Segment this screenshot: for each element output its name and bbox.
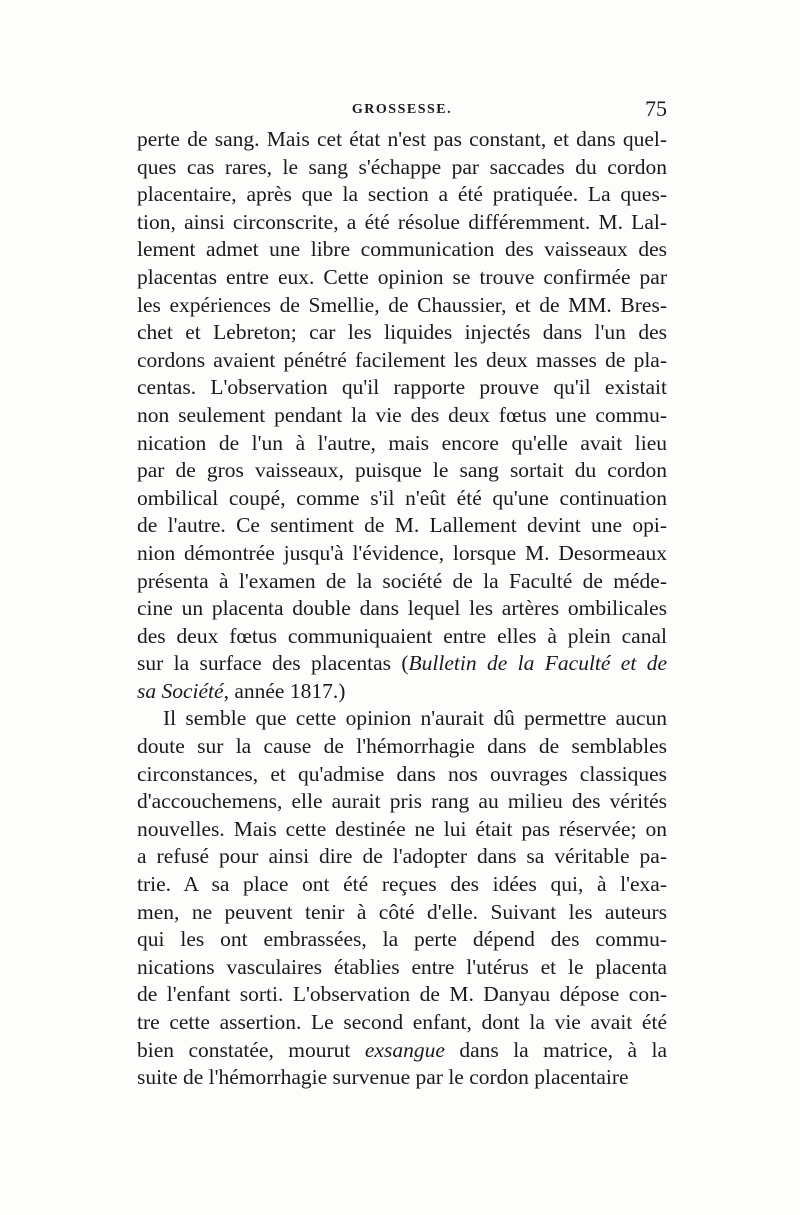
text-line bbox=[137, 678, 667, 706]
text-segment: de l'enfant sorti. L'observation de M. Danyau dépose con- bbox=[137, 982, 667, 1007]
text-line bbox=[137, 540, 667, 568]
text-segment: ques cas rares, le sang s'échappe par saccades du cordon bbox=[137, 154, 667, 179]
text-segment: centas. L'observation qu'il rapporte prouve qu'il existait bbox=[137, 375, 667, 400]
text-line bbox=[137, 595, 667, 623]
text-segment: men, ne peuvent tenir à côté d'elle. Suivant les auteurs bbox=[137, 899, 667, 924]
text-line bbox=[137, 457, 667, 485]
text-line bbox=[137, 264, 667, 292]
text-line bbox=[137, 954, 667, 982]
text-line bbox=[137, 236, 667, 264]
text-line bbox=[137, 1064, 667, 1092]
text-line bbox=[137, 430, 667, 458]
text-segment: chet et Lebreton; car les liquides injectés dans l'un des bbox=[137, 320, 667, 345]
text-segment: Il semble que cette opinion n'aurait dû permettre aucun bbox=[163, 706, 667, 731]
text-segment: bien constatée, mourut bbox=[137, 1037, 365, 1062]
text-line bbox=[137, 816, 667, 844]
text-segment: suite de l'hémorrhagie survenue par le cordon placentaire bbox=[137, 1065, 629, 1090]
text-segment: sur la surface des placentas ( bbox=[137, 651, 409, 676]
page-number: 75 bbox=[645, 96, 667, 121]
text-line bbox=[137, 181, 667, 209]
text-segment: nion démontrée jusqu'à l'évidence, lorsque M. Desormeaux bbox=[137, 540, 667, 565]
text-segment: ombilical coupé, comme s'il n'eût été qu'une continuation bbox=[137, 485, 667, 510]
text-line bbox=[137, 485, 667, 513]
text-line bbox=[137, 209, 667, 237]
text-segment: non seulement pendant la vie des deux fœtus une commu- bbox=[137, 402, 667, 427]
text-line bbox=[137, 761, 667, 789]
text-line bbox=[137, 650, 667, 678]
text-segment: tre cette assertion. Le second enfant, dont la vie avait été bbox=[137, 1010, 667, 1034]
text-segment: , année 1817.) bbox=[223, 678, 346, 703]
text-segment: présenta à l'examen de la société de la Faculté de méde- bbox=[137, 568, 667, 593]
text-segment: cine un placenta double dans lequel les artères ombilicales bbox=[137, 596, 667, 621]
text-line bbox=[137, 154, 667, 182]
italic-text-segment: sa Société bbox=[137, 678, 224, 703]
text-segment: nications vasculaires établies entre l'utérus et le placenta bbox=[137, 954, 667, 979]
text-line bbox=[137, 623, 667, 651]
running-title: GROSSESSE. bbox=[351, 102, 453, 117]
text-segment: trie. A sa place ont été reçues des idées qui, à l'exa- bbox=[137, 872, 667, 897]
text-segment: les expériences de Smellie, de Chaussier, et de MM. Bres- bbox=[137, 292, 667, 317]
text-segment: placentaire, après que la section a été pratiquée. La ques- bbox=[137, 182, 667, 207]
text-line bbox=[137, 981, 667, 1009]
text-segment: perte de sang. Mais cet état n'est pas constant, et dans quel- bbox=[137, 127, 667, 151]
text-segment: par de gros vaisseaux, puisque le sang sortait du cordon bbox=[137, 458, 667, 483]
text-segment: lement admet une libre communication des vaisseaux des bbox=[137, 237, 667, 262]
text-line bbox=[137, 871, 667, 899]
text-line bbox=[137, 402, 667, 430]
text-segment: cordons avaient pénétré facilement les deux masses de pla- bbox=[137, 347, 667, 372]
text-line bbox=[137, 1037, 667, 1065]
text-segment: qui les ont embrassées, la perte dépend des commu- bbox=[137, 927, 667, 952]
text-segment: placentas entre eux. Cette opinion se trouve confirmée par bbox=[137, 264, 667, 289]
italic-text-segment: exsangue bbox=[364, 1037, 445, 1062]
text-segment: doute sur la cause de l'hémorrhagie dans de semblables bbox=[137, 734, 667, 759]
text-segment: des deux fœtus communiquaient entre elles à plein canal bbox=[137, 623, 667, 648]
text-line bbox=[137, 512, 667, 540]
text-line bbox=[137, 292, 667, 320]
text-line bbox=[137, 126, 667, 154]
text-line bbox=[137, 788, 667, 816]
text-segment: dans la matrice, à la bbox=[444, 1037, 667, 1062]
text-line bbox=[137, 347, 667, 375]
text-line bbox=[137, 899, 667, 927]
text-segment: nouvelles. Mais cette destinée ne lui était pas réservée; on bbox=[137, 816, 667, 841]
text-line bbox=[137, 733, 667, 761]
text-line bbox=[137, 1009, 667, 1037]
text-line bbox=[137, 319, 667, 347]
text-segment: circonstances, et qu'admise dans nos ouvrages classiques bbox=[137, 761, 667, 786]
body-text bbox=[137, 126, 667, 1092]
text-line bbox=[137, 568, 667, 596]
text-segment: d'accouchemens, elle aurait pris rang au milieu des vérités bbox=[137, 789, 667, 814]
text-segment: nication de l'un à l'autre, mais encore qu'elle avait lieu bbox=[137, 430, 667, 455]
text-line bbox=[137, 926, 667, 954]
text-segment: a refusé pour ainsi dire de l'adopter dans sa véritable pa- bbox=[137, 844, 667, 869]
text-segment: de l'autre. Ce sentiment de M. Lallement devint une opi- bbox=[137, 513, 667, 538]
text-segment: tion, ainsi circonscrite, a été résolue différemment. M. Lal- bbox=[137, 209, 667, 234]
text-line bbox=[137, 705, 667, 733]
text-line bbox=[137, 374, 667, 402]
text-line bbox=[137, 843, 667, 871]
italic-text-segment: Bulletin de la Faculté et de bbox=[408, 651, 667, 676]
